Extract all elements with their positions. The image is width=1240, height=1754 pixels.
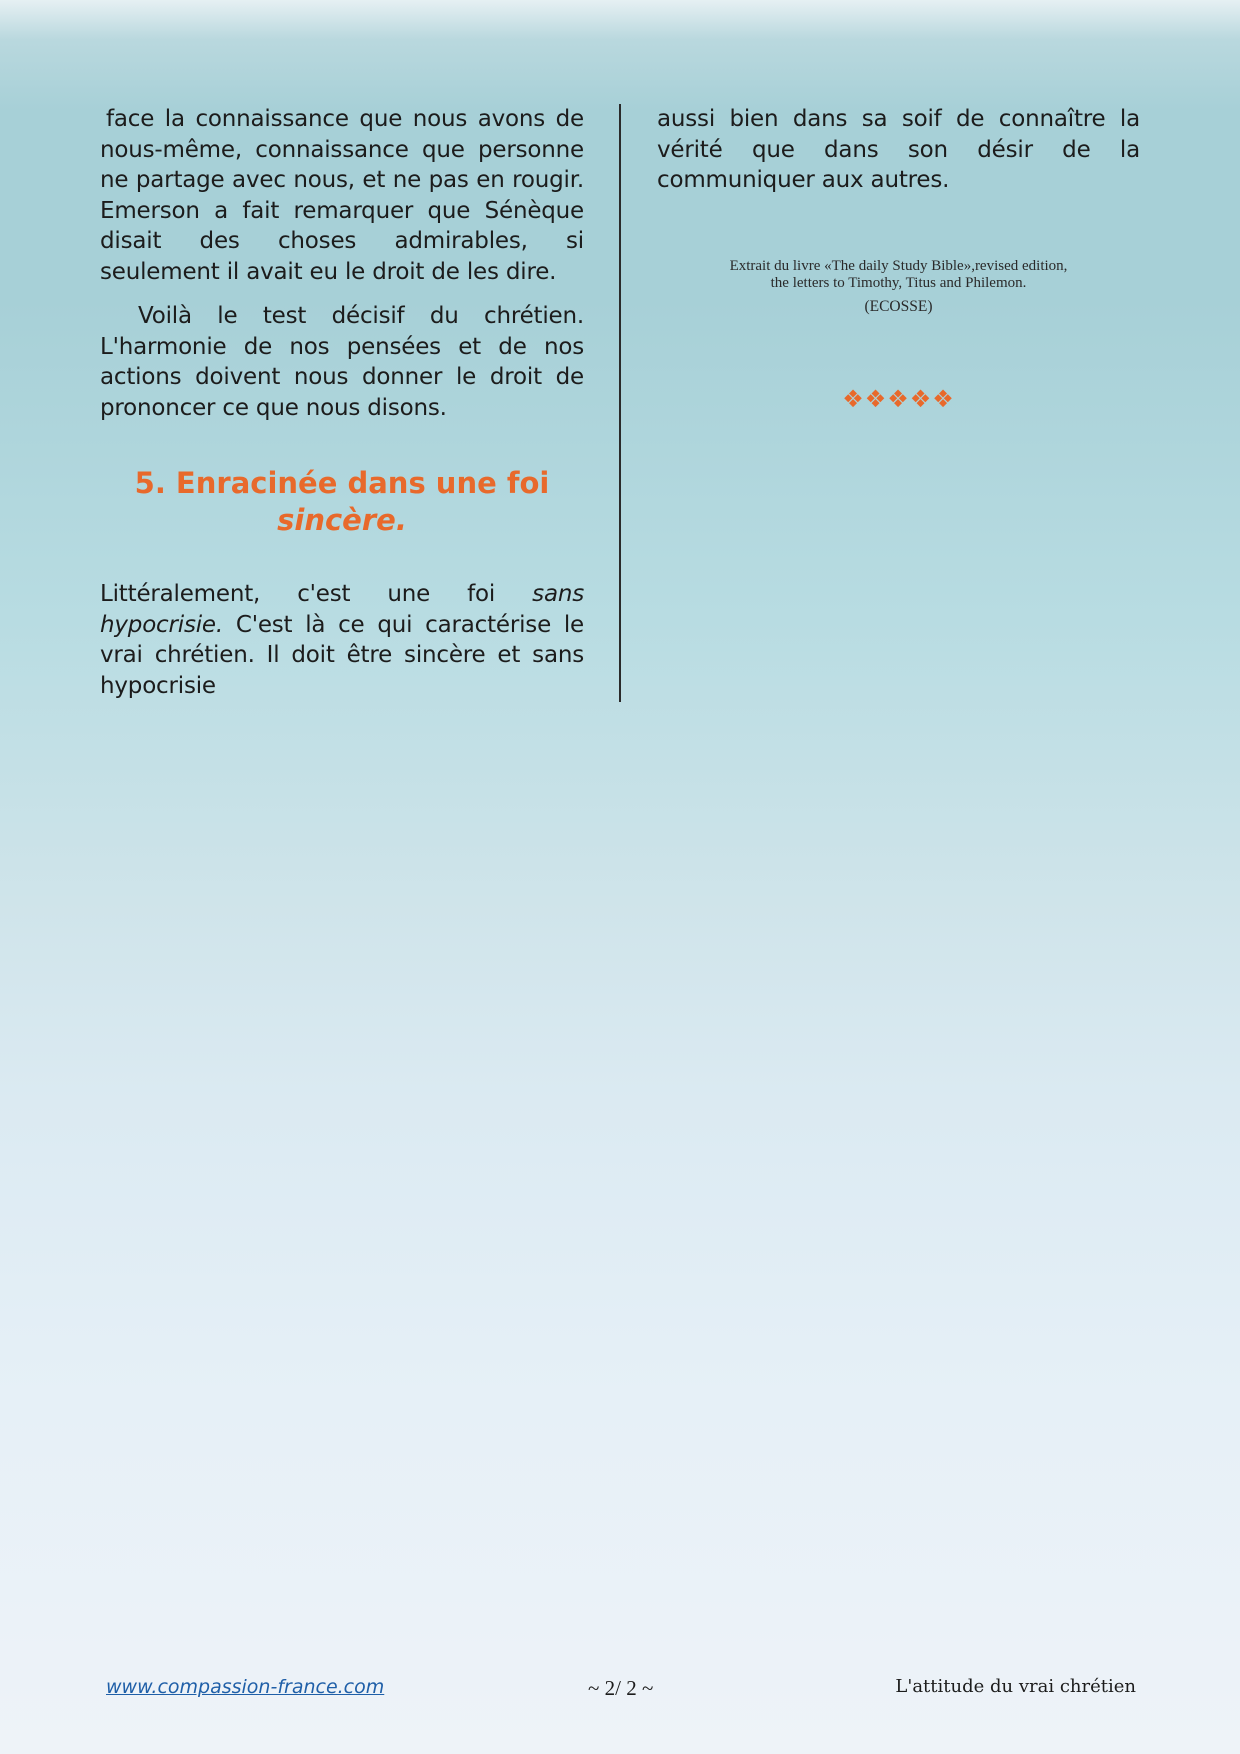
credit-line: Extrait du livre «The daily Study Bible»,revised edition, (729, 257, 1068, 274)
paragraph: face la connaissance que nous avons de nous-même, connaissance que personne ne partage avec nous, et ne pas en rougir. Emerson a fait remarquer que Sénèque disait des choses admirables, si seulement il avait eu le droit de les dire. (100, 106, 584, 285)
section-heading (100, 465, 584, 539)
column-divider (619, 104, 621, 702)
source-credit (657, 258, 1140, 315)
paragraph: Voilà le test décisif du chrétien. L'harmonie de nos pensées et de nos actions doivent nous donner le droit de prononcer ce que nous disons. (100, 303, 584, 421)
document-title: L'attitude du vrai chrétien (895, 1676, 1136, 1697)
website-link[interactable]: www.compassion-france.com (106, 1676, 385, 1698)
page-number: ~ 2/ 2 ~ (588, 1676, 654, 1700)
paragraph: aussi bien dans sa soif de connaître la vérité que dans son désir de la communiquer aux autres. (657, 106, 1140, 193)
page-footer (0, 1676, 1240, 1706)
italic-phrase: sans hypocrisie. (100, 581, 584, 638)
paragraph-text: C'est là ce qui caractérise le vrai chrétien. Il doit être sincère et sans hypocrisie (100, 611, 584, 699)
paragraph-text: Littéralement, c'est une foi (100, 581, 533, 607)
diamond-ornament-icon: ❖❖❖❖❖ (842, 384, 955, 413)
paragraph (100, 579, 584, 701)
right-column (657, 104, 1140, 413)
credit-line: the letters to Timothy, Titus and Philemon. (770, 274, 1027, 291)
credit-country: (ECOSSE) (864, 297, 933, 315)
left-column (100, 104, 584, 715)
section-heading-title: 5. Enracinée dans une foi (134, 466, 550, 500)
section-heading-italic: sincère. (277, 503, 407, 537)
